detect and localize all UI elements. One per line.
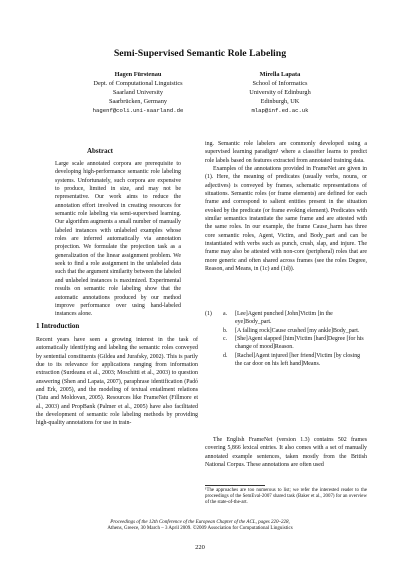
example-item <box>205 327 367 335</box>
author-city: Edinburgh, UK <box>260 98 300 105</box>
paragraph: ing. Semantic role labelers are commonly developed using a supervised learning paradigm¹ where a classifier learns to predict role labels based on features extracted from annotated training data. <box>205 141 367 164</box>
page-number: 220 <box>195 544 205 551</box>
author-institution: Saarland University <box>112 89 164 96</box>
example-list <box>205 310 367 368</box>
paper-title: Semi-Supervised Semantic Role Labeling <box>113 48 287 59</box>
example-text: [Rachel]Agent injured [her friend]Victim [by closing the car door on his left hand]Means. <box>235 352 361 368</box>
example-number <box>205 327 223 335</box>
proceedings-footer <box>0 520 400 533</box>
right-column-text <box>205 140 367 274</box>
section-heading-introduction: 1 Introduction <box>36 322 80 330</box>
author-city: Saarbrücken, Germany <box>108 98 168 105</box>
author-dept: Dept. of Computational Linguistics <box>93 80 183 87</box>
paragraph: Examples of the annotations provided in FrameNet are given in (1). Here, the meaning of predicates (usually verbs, nouns, or adjectives) is conveyed by frames, schematic representations of situations. Semantic roles (or frame elements) are defined for each frame and correspond to salient entities present in the situation evoked by the predicate (or frame evoking element). Predicates with similar semantics instantiate the same frame and are attested with the same roles. In our example, the frame Cause_harm has three core semantic roles, Agent, Victim, and Body_part and can be instantiated with verbs such as punch, crush, slap, and injure. The frame may also be attested with non-core (peripheral) roles that are more generic and often shared across frames (see the roles Degree, Reason, and Means, in (1c) and (1d)). <box>205 166 367 273</box>
introduction-text: Recent years have seen a growing interest in the task of automatically identifying and labeling the semantic roles conveyed by sentential constituents (Gildea and Jurafsky, 2002). This is partly due to its relevance for applications ranging from information extraction (Surdeanu et al., 2003; Moschitti et al., 2003) to question answering (Shen and Lapata, 2007), paraphrase identification (Padó and Erk, 2005), and the modeling of textual entailment relations (Tatu and Moldovan, 2005). Resources like FrameNet (Fillmore et al., 2003) and PropBank (Palmer et al., 2005) have also facilitated the development of semantic role labeling methods by providing high-quality annotations for use in train- <box>36 337 198 427</box>
example-item <box>205 310 367 327</box>
right-column-text-continued <box>205 436 367 469</box>
example-letter: b. <box>223 327 228 334</box>
example-letter: a. <box>223 311 228 317</box>
footer-line: Athens, Greece, 30 March – 3 April 2009. ©2009 Association for Computational Linguistics <box>107 526 293 532</box>
example-text: [Lee]Agent punched [John]Victim [in the eye]Body_part. <box>235 311 333 326</box>
author-institution: University of Edinburgh <box>249 89 311 96</box>
abstract-heading: Abstract <box>86 147 114 155</box>
footer-line: Proceedings of the 12th Conference of the European Chapter of the ACL, pages 220–228, <box>110 520 290 525</box>
example-number <box>205 335 223 352</box>
paragraph: The English FrameNet (version 1.3) contains 502 frames covering 5,866 lexical entries. It also comes with a set of manually annotated example sentences, taken mostly from the British National Corpus. These annotations are often used <box>205 437 367 469</box>
author-dept: School of Informatics <box>252 80 308 87</box>
author-email: mlap@inf.ed.ac.uk <box>251 107 309 114</box>
footnote: ¹The approaches are too numerous to list; we refer the interested reader to the proceedings of the SemEval-2007 shared task (Baker et al., 2007) for an overview of the state-of-the-art. <box>205 488 367 506</box>
footnote-rule <box>205 485 265 486</box>
example-number <box>205 352 223 369</box>
example-number: (1) <box>205 311 212 317</box>
author-email: hagenf@coli.uni-saarland.de <box>92 107 184 114</box>
author-name: Hagen Fürstenau <box>114 71 162 78</box>
example-text: [A falling rock]Cause crushed [my ankle]Body_part. <box>235 327 360 334</box>
abstract-text: Large scale annotated corpora are prerequisite to developing high-performance semantic role labeling systems. Unfortunately, such corpora are expensive to produce, limited in size, and may not be representative. Our work aims to reduce the annotation effort involved in creating resources for semantic role labeling via semi-supervised learning. Our algorithm augments a small number of manually labeled instances with unlabeled examples whose roles are inferred automatically via annotation projection. We formulate the projection task as a generalization of the linear assignment problem. We seek to find a role assignment in the unlabeled data such that the argument similarity between the labeled and unlabeled instances is maximized. Experimental results on semantic role labeling show that the automatic annotations produced by our method improve performance over using hand-labeled instances alone. <box>55 161 181 318</box>
author-name: Mirella Lapata <box>259 71 301 78</box>
author-block-2 <box>180 70 380 115</box>
example-letter: c. <box>223 336 228 343</box>
example-letter: d. <box>223 352 228 359</box>
example-text: [She]Agent slapped [him]Victim [hard]Degree [for his change of mood]Reason. <box>235 336 364 351</box>
example-item <box>205 335 367 352</box>
example-item <box>205 352 367 369</box>
